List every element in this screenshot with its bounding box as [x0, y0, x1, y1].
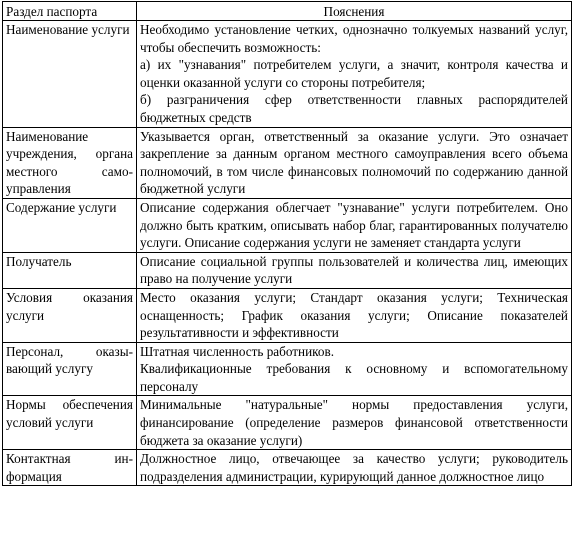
explanation-line: б) разграничения сфер ответственности главных распорядителей бюджетных средств	[140, 92, 568, 125]
header-section: Раздел паспорта	[3, 2, 137, 21]
explanation-line: Описание содержания облегчает "узнавание" услуги потребителем. Оно должно быть кратким, описывать набор благ, гарантированных получателю услуги. Описание содержания услуги не заменяет стандарта услуги	[140, 199, 568, 251]
header-explanation: Пояснения	[137, 2, 572, 21]
section-name: Условия оказания услуги	[3, 288, 137, 342]
section-explanation	[137, 450, 572, 486]
section-name: Контактная информация	[3, 450, 137, 486]
table-row	[3, 252, 572, 288]
section-explanation	[137, 21, 572, 128]
explanation-line: Квалификационные требования к основному и вспомогательному персоналу	[140, 361, 568, 394]
explanation-line: Необходимо установление четких, однозначно толкуемых названий услуг, чтобы обеспечить возможность:	[140, 22, 568, 55]
section-explanation	[137, 396, 572, 450]
section-name: Наименование услуги	[3, 21, 137, 128]
section-name: Получатель	[3, 252, 137, 288]
section-explanation	[137, 252, 572, 288]
table-row	[3, 21, 572, 128]
section-name: Наименование учреждения, органа местного самоуправления	[3, 127, 137, 198]
explanation-line: Штатная численность работников.	[140, 343, 335, 359]
table-row	[3, 342, 572, 396]
explanation-line: Указывается орган, ответственный за оказание услуги. Это означает закрепление за данным органом местного самоуправления всего объема полномочий, в том числе финансовых полномочий по содержанию данной бюджетной услуги	[140, 128, 568, 197]
section-explanation	[137, 288, 572, 342]
table-row	[3, 450, 572, 486]
table-header-row	[3, 2, 572, 21]
section-explanation	[137, 127, 572, 198]
table-row	[3, 288, 572, 342]
table-row	[3, 127, 572, 198]
explanation-line: а) их "узнавания" потребителем услуги, а значит, контроля качества и оценки оказанной услуги со стороны потребителя;	[140, 57, 568, 90]
passport-table	[2, 1, 572, 486]
section-explanation	[137, 198, 572, 252]
section-name: Персонал, оказывающий услугу	[3, 342, 137, 396]
explanation-line: Должностное лицо, отвечающее за качество услуги; руководитель подразделения администрации, курирующий данное должностное лицо	[140, 451, 568, 484]
explanation-line: Место оказания услуги; Стандарт оказания услуги; Техническая оснащенность; График оказания услуги; Описание показателей результативности и эффективности	[140, 289, 568, 341]
explanation-line: Минимальные "натуральные" нормы предоставления услуги, финансирование (определение размеров финансовой ответственности бюджета за оказание услуги)	[140, 397, 568, 448]
section-name: Нормы обеспечения условий услуги	[3, 396, 137, 450]
table-row	[3, 396, 572, 450]
section-explanation	[137, 342, 572, 396]
explanation-line: Описание социальной группы пользователей и количества лиц, имеющих право на получение услуги	[140, 253, 568, 287]
table-row	[3, 198, 572, 252]
section-name: Содержание услуги	[3, 198, 137, 252]
